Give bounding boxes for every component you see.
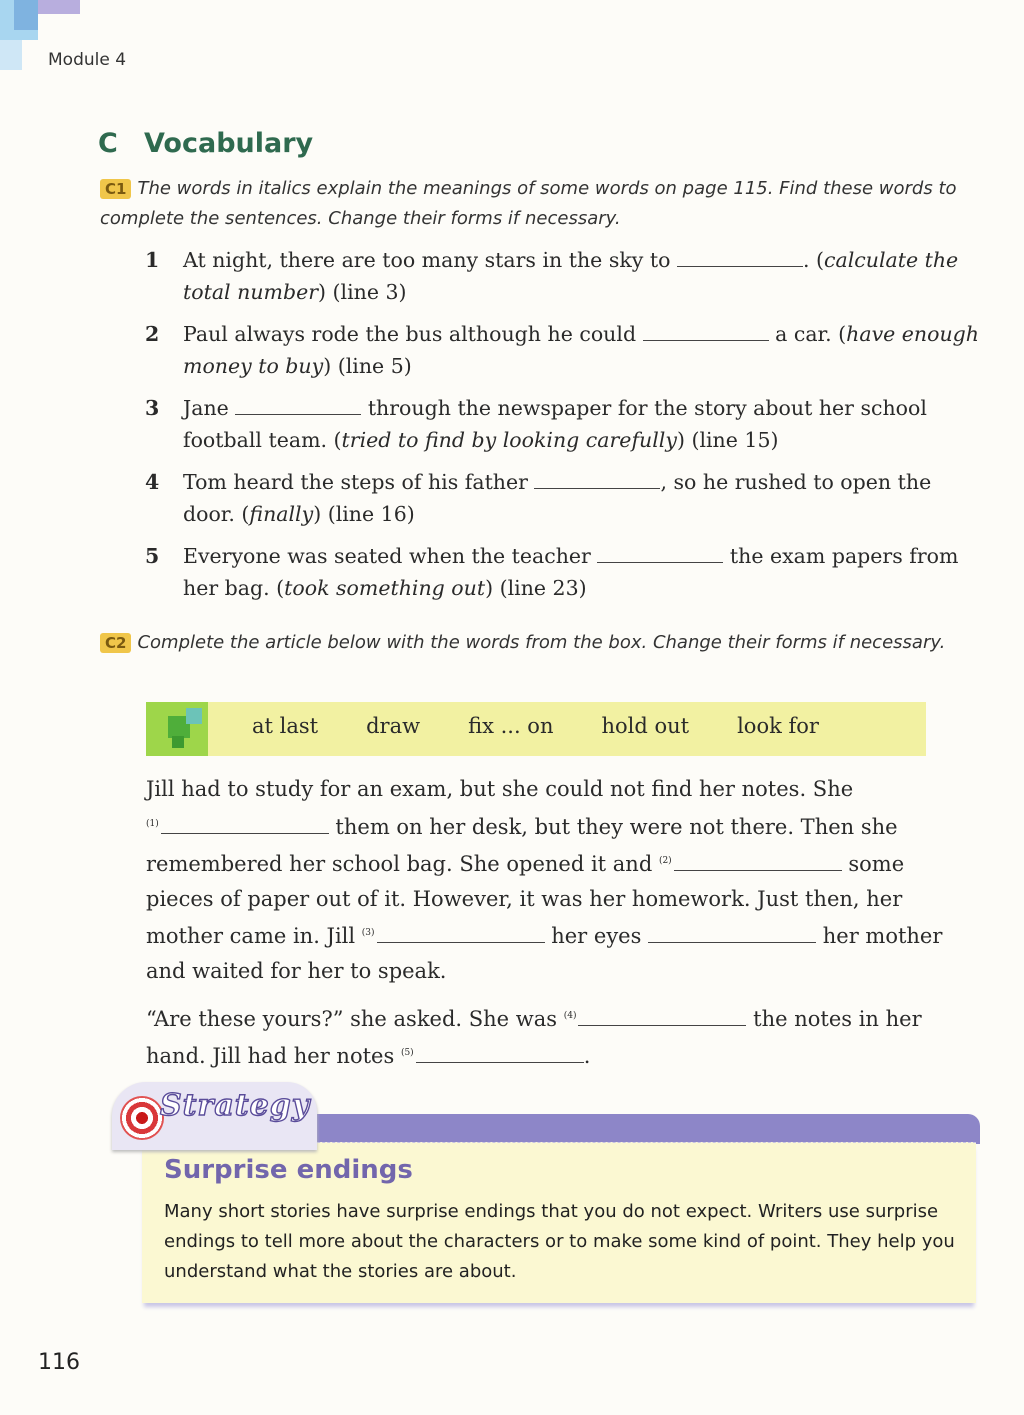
article-segment: some pieces of paper out of it. However, it was her homework. Just then, her mother came in. Jill [146,852,905,949]
c2-badge: C2 [100,633,131,653]
exercise-text: Jane [183,396,236,420]
target-icon [120,1096,164,1140]
exercise-hint: have enough money to buy [183,322,980,378]
exercise-number: 3 [145,396,160,420]
c1-instruction [100,174,970,234]
article-segment: the notes in her hand. Jill had her notes [146,1006,922,1069]
c1-instruction-text: The words in italics explain the meanings of some words on page 115. Find these words to complete the sentences. Change their forms if necessary. [100,178,957,229]
c2-instruction-text: Complete the article below with the words from the box. Change their forms if necessary. [137,632,946,653]
word-box [146,702,926,756]
article-text [146,772,976,1084]
exercise-text: the exam papers from her bag. ( [183,544,959,600]
article-blank-3a[interactable] [377,922,545,943]
exercise-hint: took something out [284,576,486,600]
blank-number: (2) [658,856,672,867]
exercise-item-5 [145,540,985,604]
blank-number: (1) [146,818,159,829]
c1-badge: C1 [100,179,131,199]
exercise-number: 2 [145,322,160,346]
blank-number: (3) [361,928,375,939]
article-blank-2[interactable] [674,850,842,871]
answer-blank[interactable] [643,320,769,341]
blank-number: (5) [400,1048,414,1059]
strategy-tab [112,1082,317,1150]
line-reference: ) (line 5) [323,354,412,378]
exercise-text: . ( [802,248,824,272]
exercise-item-3 [145,392,985,456]
exercise-item-1 [145,244,985,308]
exercise-text: a car. ( [768,322,847,346]
article-blank-3b[interactable] [648,922,816,943]
section-title-text: Vocabulary [144,128,314,159]
article-paragraph-2 [146,999,976,1074]
answer-blank[interactable] [677,246,803,267]
strategy-title: Surprise endings [164,1155,413,1185]
article-blank-1[interactable] [161,813,329,834]
word-item: draw [366,714,421,738]
answer-blank[interactable] [597,542,723,563]
exercise-number: 4 [145,470,160,494]
module-label: Module 4 [48,50,127,70]
strategy-panel [108,1082,988,1312]
word-item: fix ... on [468,714,554,738]
section-title [98,128,313,159]
strategy-text: Many short stories have surprise endings that you do not expect. Writers use surprise endings to tell more about the characters or to make some kind of point. They help you understand what the stories are about. [164,1201,955,1282]
word-item: at last [252,714,319,738]
word-item: hold out [601,714,690,738]
article-segment: her mother and waited for her to speak. [146,924,943,983]
section-letter: C [98,128,118,159]
article-segment: them on her desk, but they were not there. Then she remembered her school bag. She opened it and [146,814,898,877]
word-list [252,714,867,738]
article-blank-4[interactable] [578,1005,746,1026]
exercise-hint: calculate the total number [183,248,959,304]
article-segment: “Are these yours?” she asked. She was [146,1006,564,1031]
article-segment: . [583,1044,591,1069]
exercise-number: 5 [145,544,160,568]
blank-number: (4) [563,1010,577,1021]
answer-blank[interactable] [534,468,660,489]
exercise-hint: finally [249,502,314,526]
exercise-item-4 [145,466,985,530]
exercise-text: At night, there are too many stars in the sky to [183,248,677,272]
article-segment: her eyes [544,924,649,949]
article-segment: Jill had to study for an exam, but she could not find her notes. She [146,777,854,801]
exercise-text: Tom heard the steps of his father [183,470,535,494]
exercise-text: , so he rushed to open the door. ( [183,470,932,526]
exercise-item-2 [145,318,985,382]
line-reference: ) (line 23) [485,576,587,600]
exercise-number: 1 [145,248,160,272]
strategy-label: Strategy [160,1088,311,1123]
article-blank-5[interactable] [416,1042,584,1063]
answer-blank[interactable] [235,394,361,415]
word-item: look for [737,714,819,738]
line-reference: ) (line 15) [676,428,779,452]
line-reference: ) (line 16) [313,502,415,526]
page-number: 116 [38,1350,80,1375]
article-paragraph-1 [146,772,976,989]
c1-exercise-list [145,244,985,614]
strategy-box [142,1142,976,1303]
exercise-text: Everyone was seated when the teacher [183,544,598,568]
exercise-text: through the newspaper for the story about her school football team. ( [183,396,927,452]
word-box-icon [146,702,208,756]
exercise-text: Paul always rode the bus although he could [183,322,643,346]
exercise-hint: tried to find by looking carefully [341,428,677,452]
c2-instruction [100,628,970,658]
line-reference: ) (line 3) [318,280,407,304]
